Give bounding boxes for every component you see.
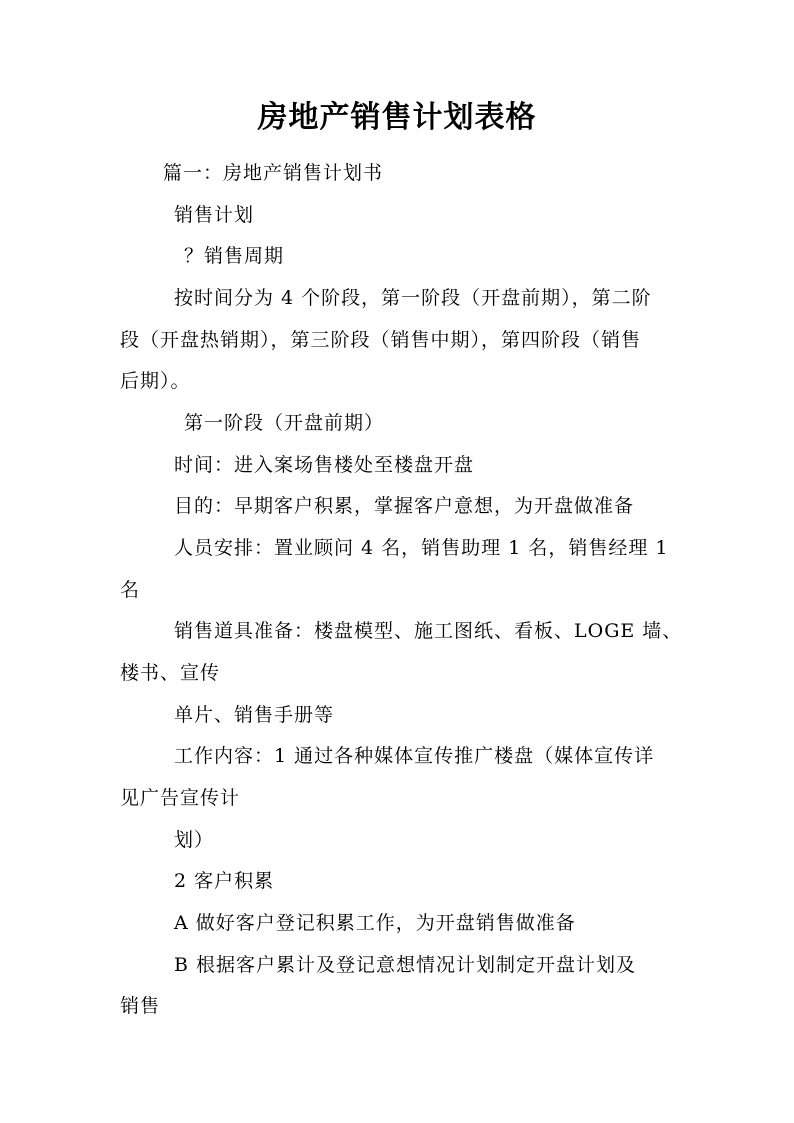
paragraph-line: 2 客户积累 xyxy=(174,870,275,892)
paragraph-line: 目的：早期客户积累，掌握客户意想，为开盘做准备 xyxy=(174,495,635,517)
subheading-sales-plan: 销售计划 xyxy=(174,204,255,226)
document-title: 房地产销售计划表格 xyxy=(257,100,537,135)
subheading-sales-cycle: ？销售周期 xyxy=(184,245,285,267)
paragraph-line: A 做好客户登记积累工作，为开盘销售做准备 xyxy=(174,912,576,934)
paragraph-line: B 根据客户累计及登记意想情况计划制定开盘计划及 xyxy=(174,954,637,976)
paragraph-line: 销售 xyxy=(120,995,161,1017)
paragraph-line: 见广告宣传计 xyxy=(120,787,241,809)
paragraph-line: 名 xyxy=(120,579,141,601)
paragraph-line: 划） xyxy=(174,829,215,851)
paragraph-line: 段（开盘热销期），第三阶段（销售中期），第四阶段（销售 xyxy=(120,329,642,351)
section-heading: 篇一：房地产销售计划书 xyxy=(163,162,384,184)
paragraph-line: 按时间分为 4 个阶段，第一阶段（开盘前期），第二阶 xyxy=(174,287,652,309)
paragraph-line: 单片、销售手册等 xyxy=(174,704,335,726)
paragraph-line: 工作内容：1 通过各种媒体宣传推广楼盘（媒体宣传详 xyxy=(174,745,655,767)
paragraph-line: 后期）。 xyxy=(120,370,191,392)
paragraph-line: 楼书、宣传 xyxy=(120,662,221,684)
stage-heading: 第一阶段（开盘前期） xyxy=(184,412,385,434)
paragraph-line: 人员安排：置业顾问 4 名，销售助理 1 名，销售经理 1 xyxy=(174,537,669,559)
paragraph-line: 销售道具准备：楼盘模型、施工图纸、看板、LOGE 墙、 xyxy=(174,620,683,642)
paragraph-line: 时间：进入案场售楼处至楼盘开盘 xyxy=(174,454,475,476)
